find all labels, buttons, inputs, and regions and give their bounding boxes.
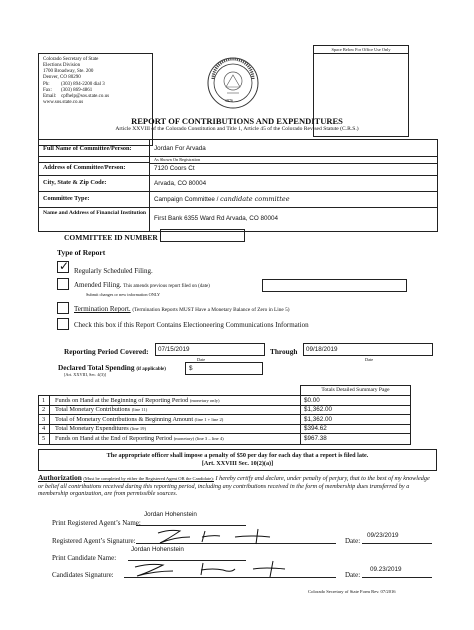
committee-name-field[interactable]: Jordan For Arvada <box>154 145 206 152</box>
row-line <box>39 175 437 176</box>
regular-filing-checkbox[interactable] <box>57 261 69 273</box>
regular-filing-label: Regularly Scheduled Filing. <box>74 267 153 275</box>
declared-spending-input[interactable]: $ <box>185 362 263 375</box>
institution-field[interactable]: First Bank 6355 Ward Rd Arvada, CO 80004 <box>154 215 279 222</box>
candidate-name-field[interactable]: Jordan Hohenstein <box>131 546 184 553</box>
agent-date-line <box>362 543 432 544</box>
committee-id-input[interactable] <box>160 229 245 242</box>
sos-line: Denver, CO 80290 <box>43 75 81 80</box>
shown-on-note: As Shown On Registration <box>154 157 201 162</box>
contact-key: Ph: <box>43 82 50 87</box>
city-label: City, State & Zip Code: <box>43 179 107 186</box>
row-label-text: Funds on Hand at the End of Reporting Period <box>55 435 173 442</box>
row-label-text: Total Monetary Contributions <box>55 406 131 413</box>
address-label: Address of Committee/Person: <box>43 164 126 171</box>
declared-title: Declared Total Spending <box>58 363 135 372</box>
period-from-input[interactable]: 07/15/2019 <box>155 343 265 356</box>
row-label-text: Funds on Hand at the Beginning of Reporting Period <box>55 397 189 404</box>
candidate-date-field[interactable]: 09.23/2019 <box>370 566 402 573</box>
row-note: (line 1 + line 2) <box>194 417 224 422</box>
row-value[interactable]: $1,362.00 <box>304 406 333 413</box>
contact-value: (303) 869-4861 <box>61 88 93 93</box>
agent-signature-label: Registered Agent’s Signature: <box>52 537 136 545</box>
authorization-head: Authorization <box>38 473 82 482</box>
checkmark-icon: ✓ <box>59 259 70 273</box>
city-field[interactable]: Arvada, CO 80004 <box>154 180 207 187</box>
summary-row <box>39 415 410 425</box>
sos-web: www.sos.state.co.us <box>43 100 84 105</box>
contact-key: Fax: <box>43 88 52 93</box>
row-label <box>55 397 220 405</box>
row-label <box>55 425 146 433</box>
row-number: 4 <box>42 425 46 432</box>
row-value[interactable]: $0.00 <box>304 397 320 404</box>
row-note: (monetary only) <box>189 398 220 403</box>
sos-line: 1700 Broadway, Ste. 200 <box>43 69 94 74</box>
divider <box>149 140 150 231</box>
agent-signature[interactable] <box>150 525 300 547</box>
row-note: (line 11) <box>131 407 148 412</box>
candidate-signature-label: Candidates Signature: <box>52 571 114 579</box>
contact-value: cpfhelp@sos.state.co.us <box>61 94 110 99</box>
authorization-note: (Must be completed by either the Registered Agent OR the Candidate): <box>83 476 214 481</box>
reporting-period-label: Reporting Period Covered: <box>64 347 149 356</box>
amended-desc: This amends previous report filed on (date) <box>123 284 210 289</box>
termination-label <box>74 305 290 314</box>
row-label <box>55 416 223 424</box>
declared-spending-label <box>58 363 166 372</box>
sos-line: Elections Division <box>43 63 81 68</box>
declared-sub: (if applicable) <box>136 367 166 372</box>
penalty-citation: [Art. XXVIII Sec. 10(2)(a)] <box>201 460 274 467</box>
candidate-date-line <box>362 577 432 578</box>
summary-row <box>39 396 410 406</box>
row-value[interactable]: $394.62 <box>304 425 327 432</box>
row-label <box>55 435 224 443</box>
row-label-text: Total Monetary Expenditures <box>55 425 129 432</box>
agent-date-field[interactable]: 09/23/2019 <box>367 532 399 539</box>
print-agent-label: Print Registered Agent’s Name: <box>52 519 141 527</box>
summary-header: Totals Detailed Summary Page <box>321 387 390 393</box>
form-footer: Colorado Secretary of State Form Rev. 07/2016 <box>308 589 396 594</box>
agent-name-field[interactable]: Jordan Hohenstein <box>144 511 197 518</box>
office-use-label: Space Below For Office Use Only <box>314 46 408 54</box>
address-field[interactable]: 7120 Coors Ct <box>154 165 195 172</box>
row-value[interactable]: $967.38 <box>304 435 327 442</box>
name-label: Full Name of Committee/Person: <box>43 145 132 152</box>
sos-contact <box>43 82 148 100</box>
amended-label <box>74 281 210 291</box>
termination-checkbox[interactable] <box>57 302 69 314</box>
authorization-body: I hereby certify and declare, under penalty of perjury, that to the best of my knowledge or belief all contributions received during this reporting period, including any contributions received in the form of membership dues transferred by a membership organization, are from permissible sources. <box>38 475 430 498</box>
amended-title: Amended Filing. <box>74 281 122 289</box>
agent-date-label: Date: <box>345 537 361 545</box>
row-number: 5 <box>42 435 46 442</box>
candidate-date-label: Date: <box>345 571 361 579</box>
sos-address-box <box>38 53 153 146</box>
authorization-text <box>38 474 436 498</box>
amended-note: Submit changes or new information ONLY <box>86 292 161 297</box>
electioneering-label: Check this box if this Report Contains Electioneering Communications Information <box>74 321 309 329</box>
type-handwritten: candidate committee <box>220 195 290 203</box>
state-seal <box>207 57 259 109</box>
declared-art: [Art. XXVIII, Sec. 4(3)] <box>64 372 106 377</box>
row-note: (monetary) (line 3 – line 4) <box>173 436 224 441</box>
row-line <box>39 162 149 163</box>
committee-info-table <box>38 139 438 232</box>
row-label-text: Total of Monetary Contributions & Beginning Amount <box>55 416 194 423</box>
row-note: (line 19) <box>130 426 146 431</box>
contact-value: (303) 894-2200 dial 3 <box>61 82 105 87</box>
type-text: Campaign Committee / <box>154 196 219 203</box>
seal-icon <box>207 57 259 109</box>
termination-title: Termination Report. <box>74 305 131 313</box>
row-number: 1 <box>42 397 46 404</box>
page-subtitle: Article XXVIII of the Colorado Constitution and Title 1, Article 45 of the Colorado Revised Statute (C.R.S.) <box>115 126 359 132</box>
summary-header-cell <box>300 385 411 395</box>
termination-desc: (Termination Reports MUST Have a Monetary Balance of Zero in Line 5) <box>132 307 290 313</box>
institution-label: Name and Address of Financial Institution <box>43 210 147 216</box>
committee-id-label: COMMITTEE ID NUMBER <box>64 233 158 242</box>
row-number: 2 <box>42 406 46 413</box>
summary-row <box>39 434 410 444</box>
through-label: Through <box>270 347 298 356</box>
print-candidate-label: Print Candidate Name: <box>52 554 117 562</box>
committee-type-field[interactable] <box>154 195 290 204</box>
candidate-signature[interactable] <box>125 557 305 579</box>
period-to-date-label: Date <box>365 357 374 362</box>
amended-date-input[interactable] <box>262 279 407 292</box>
penalty-notice <box>38 449 437 471</box>
row-line <box>149 163 437 164</box>
electioneering-checkbox[interactable] <box>57 318 69 330</box>
period-to-input[interactable]: 09/18/2019 <box>303 343 433 356</box>
row-label <box>55 406 147 414</box>
row-line <box>39 156 437 157</box>
summary-row <box>39 406 410 415</box>
summary-row <box>39 425 410 434</box>
type-label: Committee Type: <box>43 195 90 202</box>
summary-table <box>38 395 411 445</box>
seal-year: 1876 <box>225 98 233 103</box>
row-line <box>39 191 437 192</box>
sos-line: Colorado Secretary of State <box>43 57 99 62</box>
row-number: 3 <box>42 416 46 423</box>
page-title: REPORT OF CONTRIBUTIONS AND EXPENDITURES <box>131 116 343 126</box>
penalty-line: The appropriate officer shall impose a penalty of $50 per day for each day that a report is filed late. <box>106 452 369 459</box>
contact-key: Email: <box>43 94 57 99</box>
type-of-report-heading: Type of Report <box>57 248 106 257</box>
period-from-date-label: Date <box>197 357 206 362</box>
row-line <box>39 207 437 208</box>
row-value[interactable]: $1,362.00 <box>304 416 333 423</box>
amended-filing-checkbox[interactable] <box>57 278 69 290</box>
